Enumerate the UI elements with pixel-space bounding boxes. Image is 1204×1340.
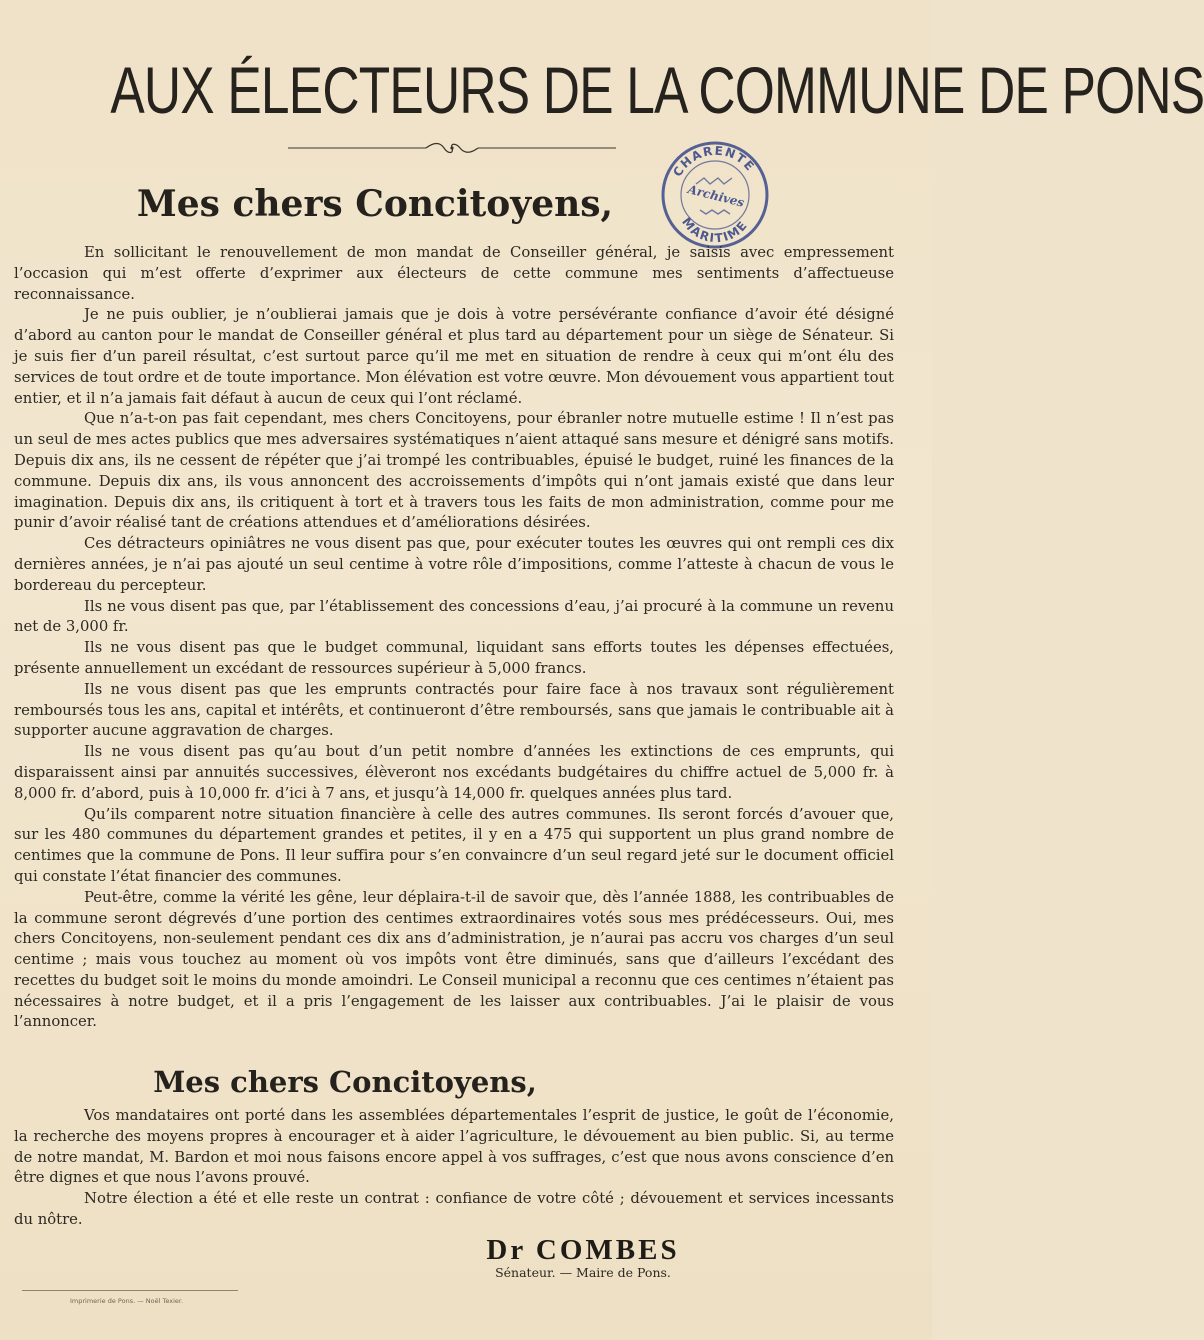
footer-divider (22, 1290, 238, 1291)
greeting-heading-2: Mes chers Concitoyens, (153, 1065, 537, 1099)
poster-title: AUX ÉLECTEURS DE LA COMMUNE DE PONS (110, 53, 1204, 127)
greeting-heading-1: Mes chers Concitoyens, (136, 183, 614, 225)
decorative-rule-icon (288, 140, 616, 156)
paragraph: Ils ne vous disent pas que, par l’établissement des concessions d’eau, j’ai procuré à la commune un revenu net de 3,000 fr. (14, 597, 894, 636)
stamp-bottom-text: MARITIME (679, 214, 751, 246)
paragraph: Vos mandataires ont porté dans les assemblées départementales l’esprit de justice, le goût de l’économie, la recherche des moyens propres à encourager et à aider l’agriculture, le dévouement au bien public. Si, au terme de notre mandat, M. Bardon et moi nous faisons encore appel à vos suffrages, c’est que nous avons conscience d’en être dignes et que nous l’avons prouvé. (14, 1107, 894, 1187)
stamp-top-text: CHARENTE (670, 143, 758, 180)
printer-imprint: Imprimerie de Pons. — Noël Texier. (70, 1297, 184, 1305)
paragraph: En sollicitant le renouvellement de mon mandat de Conseiller général, je saisis avec empressement l’occasion qui m’est offerte d’exprimer aux électeurs de cette commune mes sentiments d’affectueuse reconnaissance. (14, 244, 894, 303)
paragraph: Que n’a-t-on pas fait cependant, mes chers Concitoyens, pour ébranler notre mutuelle estime ! Il n’est pas un seul de mes actes publics que mes adversaires systématiques n’aient attaqué sans mesure et dénigré sans motifs. Depuis dix ans, ils ne cessent de répéter que j’ai trompé les contribuables, épuisé le budget, ruiné les finances de la commune. Depuis dix ans, ils vous annoncent des accroissements d’impôts qui n’ont jamais existé que dans leur imagination. Depuis dix ans, ils critiquent à tort et à travers tous les faits de mon administration, comme pour me punir d’avoir réalisé tant de créations attendues et d’améliorations désirées. (14, 410, 894, 532)
stamp-center-text: Archives (686, 182, 746, 210)
signature-name: Dr COMBES (486, 1234, 680, 1266)
paragraph: Ils ne vous disent pas que le budget communal, liquidant sans efforts toutes les dépenses effectuées, présente annuellement un excédant de ressources supérieur à 5,000 francs. (14, 639, 894, 677)
paragraph: Je ne puis oublier, je n’oublierai jamais que je dois à votre persévérante confiance d’avoir été désigné d’abord au canton pour le mandat de Conseiller général et plus tard au département pour un siège de Sénateur. Si je suis fier d’un pareil résultat, c’est surtout parce qu’il me met en situation de rendre à ceux qui m’ont élu des services de tout ordre et de toute importance. Mon élévation est votre œuvre. Mon dévouement vous appartient tout entier, et il n’a jamais fait défaut à aucun de ceux qui l’ont réclamé. (14, 306, 894, 407)
paragraph: Qu’ils comparent notre situation financière à celle des autres communes. Ils seront forcés d’avouer que, sur les 480 communes du département grandes et petites, il y en a 475 qui supportent un plus grand nombre de centimes que la commune de Pons. Il leur suffira pour s’en convaincre d’un seul regard jeté sur le document officiel qui constate l’état financier des communes. (14, 805, 894, 885)
body-section-1 (14, 243, 894, 1033)
paragraph: Notre élection a été et elle reste un contrat : confiance de votre côté ; dévouement et services incessants du nôtre. (14, 1190, 894, 1228)
paragraph: Ces détracteurs opiniâtres ne vous disent pas que, pour exécuter toutes les œuvres qui ont rempli ces dix dernières années, je n’ai pas ajouté un seul centime à votre rôle d’impositions, comme l’atteste à chacun de vous le bordereau du percepteur. (14, 535, 894, 594)
signature-role: Sénateur. — Maire de Pons. (495, 1265, 671, 1280)
body-section-2 (14, 1106, 894, 1231)
paragraph: Ils ne vous disent pas qu’au bout d’un petit nombre d’années les extinctions de ces emprunts, qui disparaissent ainsi par annuités successives, élèveront nos excédants budgétaires du chiffre actuel de 5,000 fr. à 8,000 fr. d’abord, puis à 10,000 fr. d’ici à 7 ans, et jusqu’à 14,000 fr. quelques années plus tard. (14, 743, 894, 802)
paragraph: Peut-être, comme la vérité les gêne, leur déplaira-t-il de savoir que, dès l’année 1888, les contribuables de la commune seront dégrevés d’une portion des centimes extraordinaires votés sous mes prédécesseurs. Oui, mes chers Concitoyens, non-seulement pendant ces dix ans d’administration, je n’aurai pas accru vos charges d’un seul centime ; mais vous touchez au moment où vos impôts vont être diminués, sans que d’ailleurs l’excédant des recettes du budget soit le moins du monde amoindri. Le Conseil municipal a reconnu que ces centimes n’étaient pas nécessaires à notre budget, et il a pris l’engagement de les laisser aux contribuables. J’ai le plaisir de vous l’annoncer. (14, 888, 894, 1031)
paragraph: Ils ne vous disent pas que les emprunts contractés pour faire face à nos travaux sont régulièrement remboursés tous les ans, capital et intérêts, et continueront d’être remboursés, sans que jamais le contribuable ait à supporter aucune aggravation de charges. (14, 680, 894, 740)
